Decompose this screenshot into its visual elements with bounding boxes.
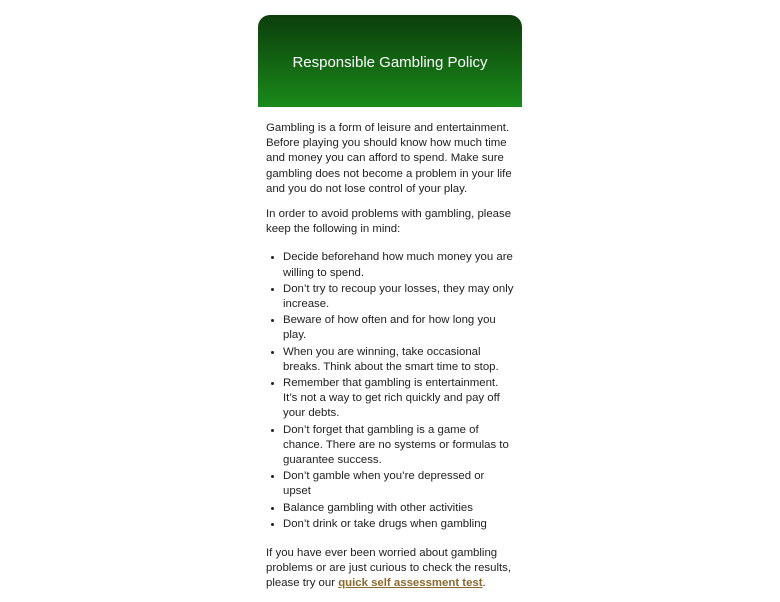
lead-paragraph: In order to avoid problems with gambling, please keep the following in mind: (266, 208, 512, 236)
tips-list (266, 250, 514, 532)
policy-body (258, 107, 522, 592)
self-assessment-link[interactable]: quick self assessment test (338, 577, 483, 590)
policy-panel (258, 15, 522, 602)
outro-period: . (482, 577, 486, 590)
list-item: • Don’t drink or take drugs when gambling (283, 517, 514, 532)
list-item: • Decide beforehand how much money you are willing to spend. (283, 250, 514, 280)
outro-paragraph (266, 546, 514, 592)
intro-paragraph: Gambling is a form of leisure and entertainment. Before playing you should know how much time and money you can afford to spend. Make sure gambling does not become a problem in your life and you do not lose control of your play. (266, 122, 512, 195)
list-item: • Balance gambling with other activities (283, 501, 514, 516)
policy-header (258, 15, 522, 107)
list-item: • Remember that gambling is entertainment. It’s not a way to get rich quickly and pay off your debts. (283, 376, 514, 422)
list-item: • Don’t forget that gambling is a game of chance. There are no systems or formulas to guarantee success. (283, 423, 514, 469)
list-item: • Don’t try to recoup your losses, they may only increase. (283, 282, 514, 312)
list-item: • Don’t gamble when you’re depressed or upset (283, 469, 514, 499)
page-title: Responsible Gambling Policy (292, 53, 488, 71)
outro-text: If you have ever been worried about gambling problems or are just curious to check the results, please try our (266, 547, 512, 590)
list-item: • Beware of how often and for how long you play. (283, 313, 514, 343)
list-item: • When you are winning, take occasional breaks. Think about the smart time to stop. (283, 345, 514, 375)
